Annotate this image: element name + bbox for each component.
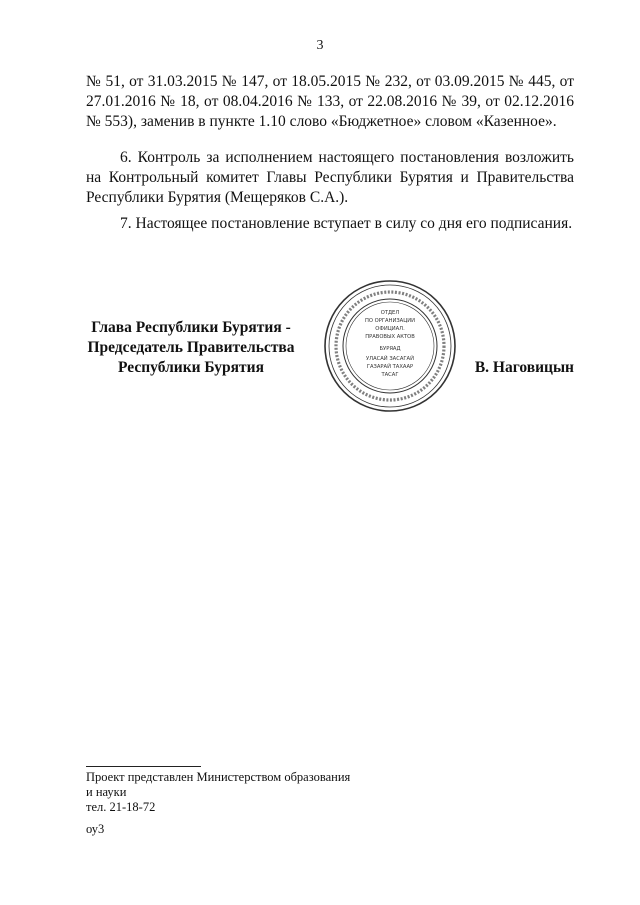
official-seal-stamp — [322, 278, 458, 414]
footnote-line: Проект представлен Министерством образования — [86, 770, 351, 784]
stamp-line: ТАСАГ — [381, 372, 399, 378]
paragraph-amendment-continuation: № 51, от 31.03.2015 № 147, от 18.05.2015 № 232, от 03.09.2015 № 445, от 27.01.2016 № 18, от 08.04.2016 № 133, от 22.08.2016 № 39, от 02.12.2016 № 553), заменив в пункте 1.10 слово «Бюджетное» словом «Казенное». — [86, 73, 574, 130]
signatory-title-line: Республики Бурятия — [118, 359, 264, 376]
signatory-name: В. Наговицын — [474, 359, 574, 376]
signatory-title-line: Председатель Правительства — [87, 339, 295, 356]
footnote-divider — [86, 766, 201, 767]
signatory-title — [86, 318, 296, 378]
footnote — [86, 770, 386, 815]
stamp-line: ПО ОРГАНИЗАЦИИ — [364, 318, 416, 324]
document-code: оу3 — [86, 822, 105, 836]
footnote-line: тел. 21-18-72 — [86, 800, 156, 814]
stamp-line: ГАЗАРАЙ ТАХААР — [366, 364, 414, 370]
stamp-line: ПРАВОВЫХ АКТОВ — [365, 334, 415, 340]
stamp-line: ОТДЕЛ — [380, 310, 400, 316]
footnote-line: и науки — [86, 785, 127, 799]
signatory-title-line: Глава Республики Бурятия - — [91, 319, 291, 336]
stamp-line: ОФИЦИАЛ. — [375, 326, 405, 332]
paragraph-item-7: 7. Настоящее постановление вступает в силу со дня его подписания. — [120, 215, 573, 232]
stamp-line: УЛАСАЙ ЗАСАГАЙ — [366, 356, 414, 362]
stamp-line: БУРЯАД — [379, 346, 401, 352]
paragraph-item-6: 6. Контроль за исполнением настоящего постановления возложить на Контрольный комитет Главы Республики Бурятия и Правительства Республики Бурятия (Мещеряков С.А.). — [86, 149, 574, 206]
page-number: 3 — [316, 38, 324, 53]
